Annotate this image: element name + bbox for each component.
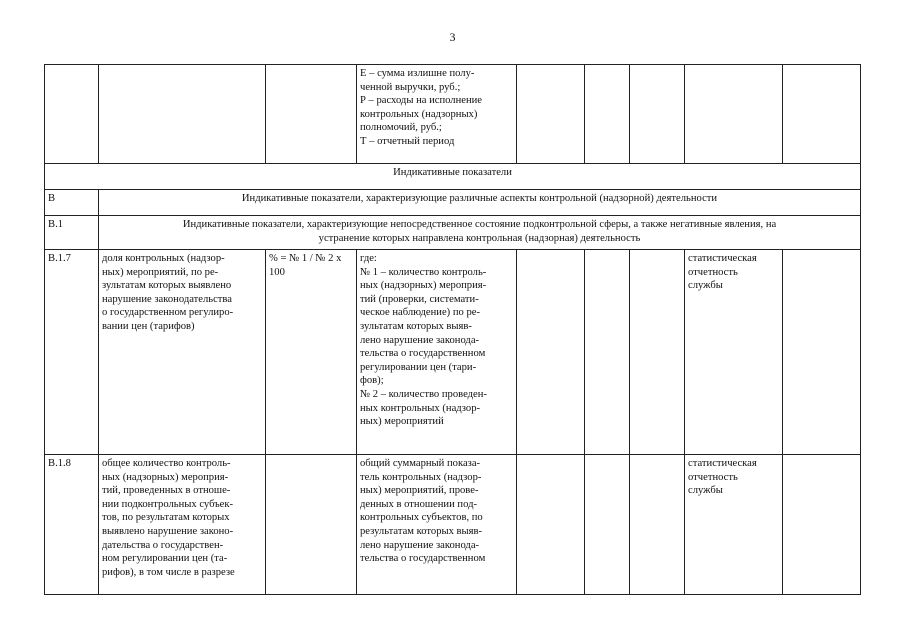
comment-line: регулировании цен (тари-: [360, 361, 477, 373]
name-line: о государственном регулиро-: [102, 307, 234, 319]
indicator-comment: [357, 250, 517, 455]
comment-line: лено нарушение законода-: [360, 539, 480, 551]
table-row-continuation: [45, 65, 861, 164]
name-line: нии подконтрольных субъек-: [102, 498, 234, 510]
name-line: ных (надзорных) мероприя-: [102, 471, 229, 483]
comment-line: полномочий, руб.;: [360, 122, 442, 134]
comment-line: ческое наблюдение) по ре-: [360, 307, 480, 319]
cell-empty: [783, 455, 861, 595]
comment-line: Р – расходы на исполнение: [360, 95, 483, 107]
comment-line: Е – сумма излишне полу-: [360, 68, 475, 79]
comment-line: № 1 – количество контроль-: [360, 266, 487, 278]
indicator-formula: [266, 250, 357, 455]
name-line: ных) мероприятий, по ре-: [102, 266, 219, 278]
indicator-source: [685, 250, 783, 455]
table-row-b17: [45, 250, 861, 455]
source-line: статистическая: [688, 253, 757, 264]
indicator-comment: [357, 455, 517, 595]
row-code: В.1.8: [45, 455, 99, 595]
cell-empty: [630, 455, 685, 595]
indicator-source: [685, 455, 783, 595]
name-line: нарушение законодательства: [102, 293, 232, 305]
comment-line: тельства о государственном: [360, 348, 486, 360]
comment-line: ченной выручки, руб.;: [360, 81, 461, 93]
comment-line: тельства о государственном: [360, 553, 486, 565]
section-title: [99, 216, 861, 250]
name-line: зультатам которых выявлено: [102, 280, 232, 292]
cell-empty: [517, 250, 585, 455]
comment-line: контрольных субъектов, по: [360, 512, 483, 524]
source-line: отчетность: [688, 471, 738, 483]
cell-empty: [585, 65, 630, 164]
section-code: В: [45, 190, 99, 216]
section-title: Индикативные показатели, характеризующие различные аспекты контрольной (надзорной) деятельности: [99, 190, 861, 216]
source-line: службы: [688, 280, 723, 292]
table-row-section-indicative: [45, 164, 861, 190]
cell-empty: [585, 250, 630, 455]
name-line: общее количество контроль-: [102, 458, 231, 469]
comment-line: где:: [360, 253, 377, 264]
comment-line: № 2 – количество проведен-: [360, 388, 487, 400]
comment-line: общий суммарный показа-: [360, 458, 481, 469]
cell-name-empty: [99, 65, 266, 164]
cell-empty: [517, 455, 585, 595]
section-code: В.1: [45, 216, 99, 250]
name-line: доля контрольных (надзор-: [102, 253, 225, 264]
comment-line: фов);: [360, 375, 384, 387]
source-line: отчетность: [688, 266, 738, 278]
indicators-table: [44, 64, 861, 595]
name-line: тий, проведенных в отноше-: [102, 485, 231, 497]
comment-line: тель контрольных (надзор-: [360, 471, 482, 483]
cell-empty: [517, 65, 585, 164]
formula-line: % = № 1 / № 2 х: [269, 253, 342, 264]
section-title: Индикативные показатели: [45, 164, 861, 190]
comment-line: ных) мероприятий: [360, 416, 444, 428]
cell-empty: [685, 65, 783, 164]
source-line: статистическая: [688, 458, 757, 469]
cell-empty: [630, 65, 685, 164]
comment-line: ных) мероприятий, прове-: [360, 485, 479, 497]
comment-line: денных в отношении под-: [360, 498, 477, 510]
cell-code-empty: [45, 65, 99, 164]
name-line: ном регулировании цен (та-: [102, 553, 228, 565]
cell-empty: [630, 250, 685, 455]
page-number: 3: [449, 30, 456, 44]
table-row-b18: [45, 455, 861, 595]
comment-line: результатам которых выяв-: [360, 525, 483, 537]
comment-line: Т – отчетный период: [360, 135, 455, 147]
row-code: В.1.7: [45, 250, 99, 455]
name-line: выявлено нарушение законо-: [102, 525, 234, 537]
name-line: вании цен (тарифов): [102, 320, 195, 332]
cell-empty: [585, 455, 630, 595]
cell-empty: [783, 65, 861, 164]
table-row-section-b: [45, 190, 861, 216]
name-line: рифов), в том числе в разрезе: [102, 566, 235, 578]
source-line: службы: [688, 485, 723, 497]
comment-line: ных контрольных (надзор-: [360, 402, 481, 414]
indicator-name: [99, 455, 266, 595]
name-line: тов, по результатам которых: [102, 512, 230, 524]
section-title-line: устранение которых направлена контрольная (надзорная) деятельность: [318, 232, 641, 244]
cell-formula-empty: [266, 455, 357, 595]
comment-line: лено нарушение законода-: [360, 334, 480, 346]
indicator-name: [99, 250, 266, 455]
comment-line: зультатам которых выяв-: [360, 320, 472, 332]
table-row-section-b1: [45, 216, 861, 250]
comment-line: ных (надзорных) мероприя-: [360, 280, 487, 292]
comment-line: контрольных (надзорных): [360, 108, 478, 120]
name-line: дательства о государствен-: [102, 539, 224, 551]
cell-comment: [357, 65, 517, 164]
comment-line: тий (проверки, системати-: [360, 293, 479, 305]
section-title-line: Индикативные показатели, характеризующие непосредственное состояние подконтрольной сферы, а также негативные явления, на: [182, 219, 777, 230]
cell-empty: [783, 250, 861, 455]
formula-line: 100: [269, 266, 285, 278]
cell-formula-empty: [266, 65, 357, 164]
